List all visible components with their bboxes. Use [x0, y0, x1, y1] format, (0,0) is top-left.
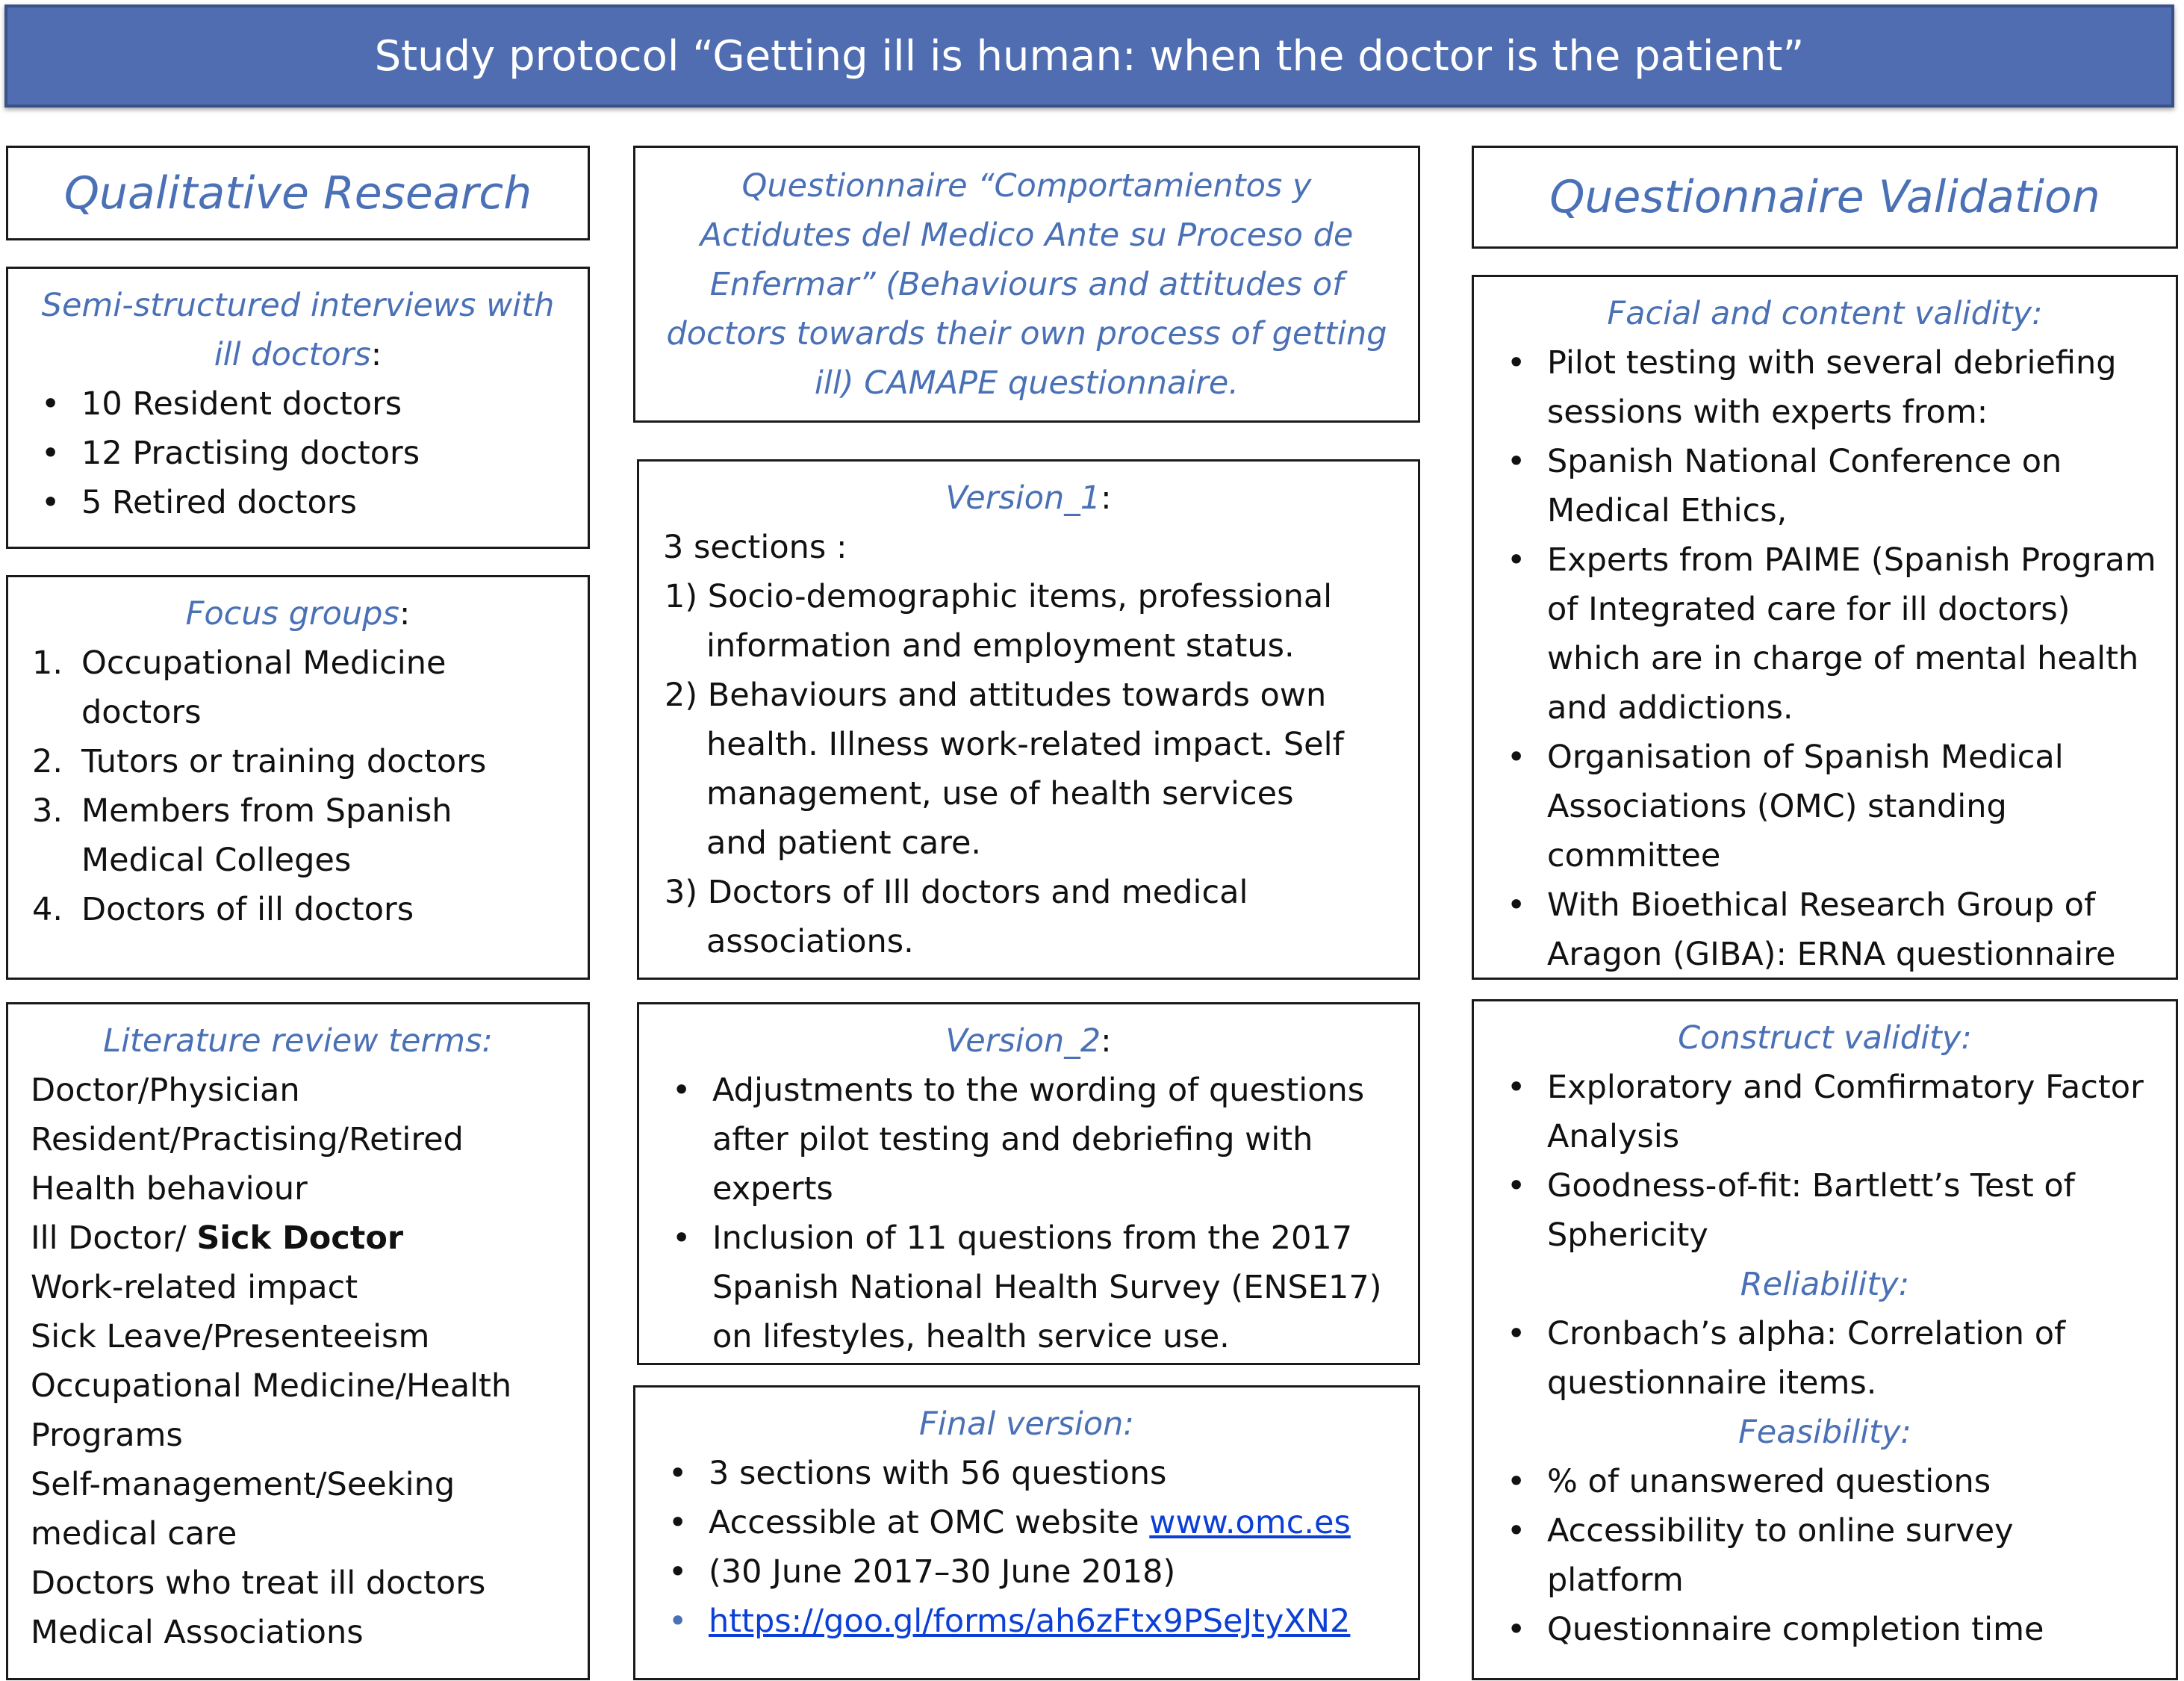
interviews-title: Semi-structured interviews with ill doctors:	[41, 287, 555, 373]
list-item: • With Bioethical Research Group of Aragon (GIBA): ERNA questionnaire	[1490, 880, 2159, 979]
list-item: • Organisation of Spanish Medical Associations (OMC) standing committee	[1490, 733, 2159, 880]
section-item: 2) Behaviours and attitudes towards own health. Illness work-related impact. Self management, use of health services and patient care.	[665, 677, 1344, 862]
section-item: 1) Socio-demographic items, professional information and employment status.	[665, 578, 1333, 665]
focus-groups-list	[25, 638, 571, 934]
survey-form-link[interactable]: https://goo.gl/forms/ah6zFtx9PSeJtyXN2	[709, 1603, 1351, 1640]
list-item: • Goodness-of-fit: Bartlett’s Test of Sphericity	[1490, 1161, 2159, 1260]
page-title: Study protocol “Getting ill is human: when the doctor is the patient”	[374, 31, 1805, 81]
construct-validity-title: Construct validity:	[1678, 1019, 1972, 1057]
version-1-sections	[656, 572, 1401, 966]
list-item: 4. Doctors of ill doctors	[32, 891, 414, 928]
list-item: • 12 Practising doctors	[25, 429, 571, 478]
term: Sick Leave/Presenteeism	[31, 1318, 430, 1355]
feasibility-title: Feasibility:	[1738, 1414, 1911, 1451]
list-item: • (30 June 2017–30 June 2018)	[652, 1547, 1401, 1597]
validity-box	[1472, 999, 2178, 1680]
list-item	[652, 1597, 1401, 1646]
term: Self-management/Seeking medical care	[31, 1466, 455, 1553]
qualitative-research-title: Qualitative Research	[63, 167, 532, 220]
term: Work-related impact	[31, 1269, 358, 1306]
title-banner	[4, 4, 2174, 108]
list-item: • Accessible at OMC website www.omc.es	[652, 1498, 1401, 1547]
facial-validity-title: Facial and content validity:	[1607, 295, 2043, 332]
list-item: • 10 Resident doctors	[25, 379, 571, 429]
qualitative-research-header	[6, 146, 590, 240]
final-version-box	[633, 1385, 1420, 1680]
final-version-title: Final version:	[919, 1405, 1134, 1443]
list-item: • Inclusion of 11 questions from the 2017 Spanish National Health Survey (ENSE17) on lifestyles, health service use.	[656, 1214, 1394, 1361]
version-2-title: Version_2:	[945, 1022, 1112, 1060]
version-1-box	[637, 459, 1420, 980]
literature-terms	[25, 1066, 571, 1657]
section-item: 3) Doctors of Ill doctors and medical associations.	[665, 874, 1248, 960]
list-item: • Exploratory and Comfirmatory Factor Analysis	[1490, 1063, 2159, 1161]
version-2-box	[637, 1002, 1420, 1365]
list-item: • % of unanswered questions	[1490, 1457, 2159, 1506]
questionnaire-validation-header	[1472, 146, 2178, 249]
literature-title: Literature review terms:	[103, 1022, 493, 1060]
reliability-title: Reliability:	[1740, 1266, 1910, 1303]
list-item: • Cronbach’s alpha: Correlation of questionnaire items.	[1490, 1309, 2159, 1408]
list-item: • Spanish National Conference on Medical Ethics,	[1490, 437, 2159, 535]
final-version-list	[652, 1449, 1401, 1646]
focus-groups-box	[6, 575, 590, 980]
term: Resident/Practising/Retired	[31, 1121, 464, 1158]
list-item: • 3 sections with 56 questions	[652, 1449, 1401, 1498]
literature-box	[6, 1002, 590, 1680]
term: Doctor/Physician	[31, 1072, 300, 1109]
term: Health behaviour	[31, 1170, 308, 1208]
questionnaire-header	[633, 146, 1420, 423]
version-1-intro: 3 sections :	[663, 529, 847, 566]
facial-validity-list	[1490, 338, 2159, 979]
focus-groups-title: Focus groups:	[185, 595, 411, 633]
facial-validity-box	[1472, 275, 2178, 980]
interviews-list	[25, 379, 571, 527]
list-item: • Adjustments to the wording of questions after pilot testing and debriefing with experts	[656, 1066, 1394, 1214]
reliability-list	[1490, 1309, 2159, 1408]
version-1-title: Version_1:	[945, 479, 1112, 517]
list-item: 2. Tutors or training doctors	[32, 743, 487, 780]
list-item: • 5 Retired doctors	[25, 478, 571, 527]
term: Ill Doctor/ Sick Doctor	[31, 1219, 404, 1257]
list-item: 3. Members from Spanish Medical Colleges	[32, 792, 452, 879]
interviews-box	[6, 267, 590, 549]
term: Occupational Medicine/Health Programs	[31, 1367, 512, 1454]
list-item: • Questionnaire completion time	[1490, 1605, 2159, 1654]
list-item: • Accessibility to online survey platform	[1490, 1506, 2159, 1605]
questionnaire-validation-title: Questionnaire Validation	[1549, 171, 2100, 223]
construct-validity-list	[1490, 1063, 2159, 1260]
list-item: 1. Occupational Medicine doctors	[32, 644, 447, 731]
term: Medical Associations	[31, 1614, 364, 1651]
omc-website-link[interactable]: www.omc.es	[1149, 1504, 1351, 1541]
questionnaire-title: Questionnaire “Comportamientos y Actidutes del Medico Ante su Proceso de Enfermar” (Behaviours and attitudes of doctors towards their own process of getting ill) CAMAPE questionnaire.	[666, 167, 1387, 402]
term: Doctors who treat ill doctors	[31, 1565, 486, 1602]
list-item: • Experts from PAIME (Spanish Program of Integrated care for ill doctors) which are in charge of mental health and addictions.	[1490, 535, 2159, 733]
feasibility-list	[1490, 1457, 2159, 1654]
version-2-list	[656, 1066, 1401, 1361]
list-item: • Pilot testing with several debriefing sessions with experts from:	[1490, 338, 2159, 437]
